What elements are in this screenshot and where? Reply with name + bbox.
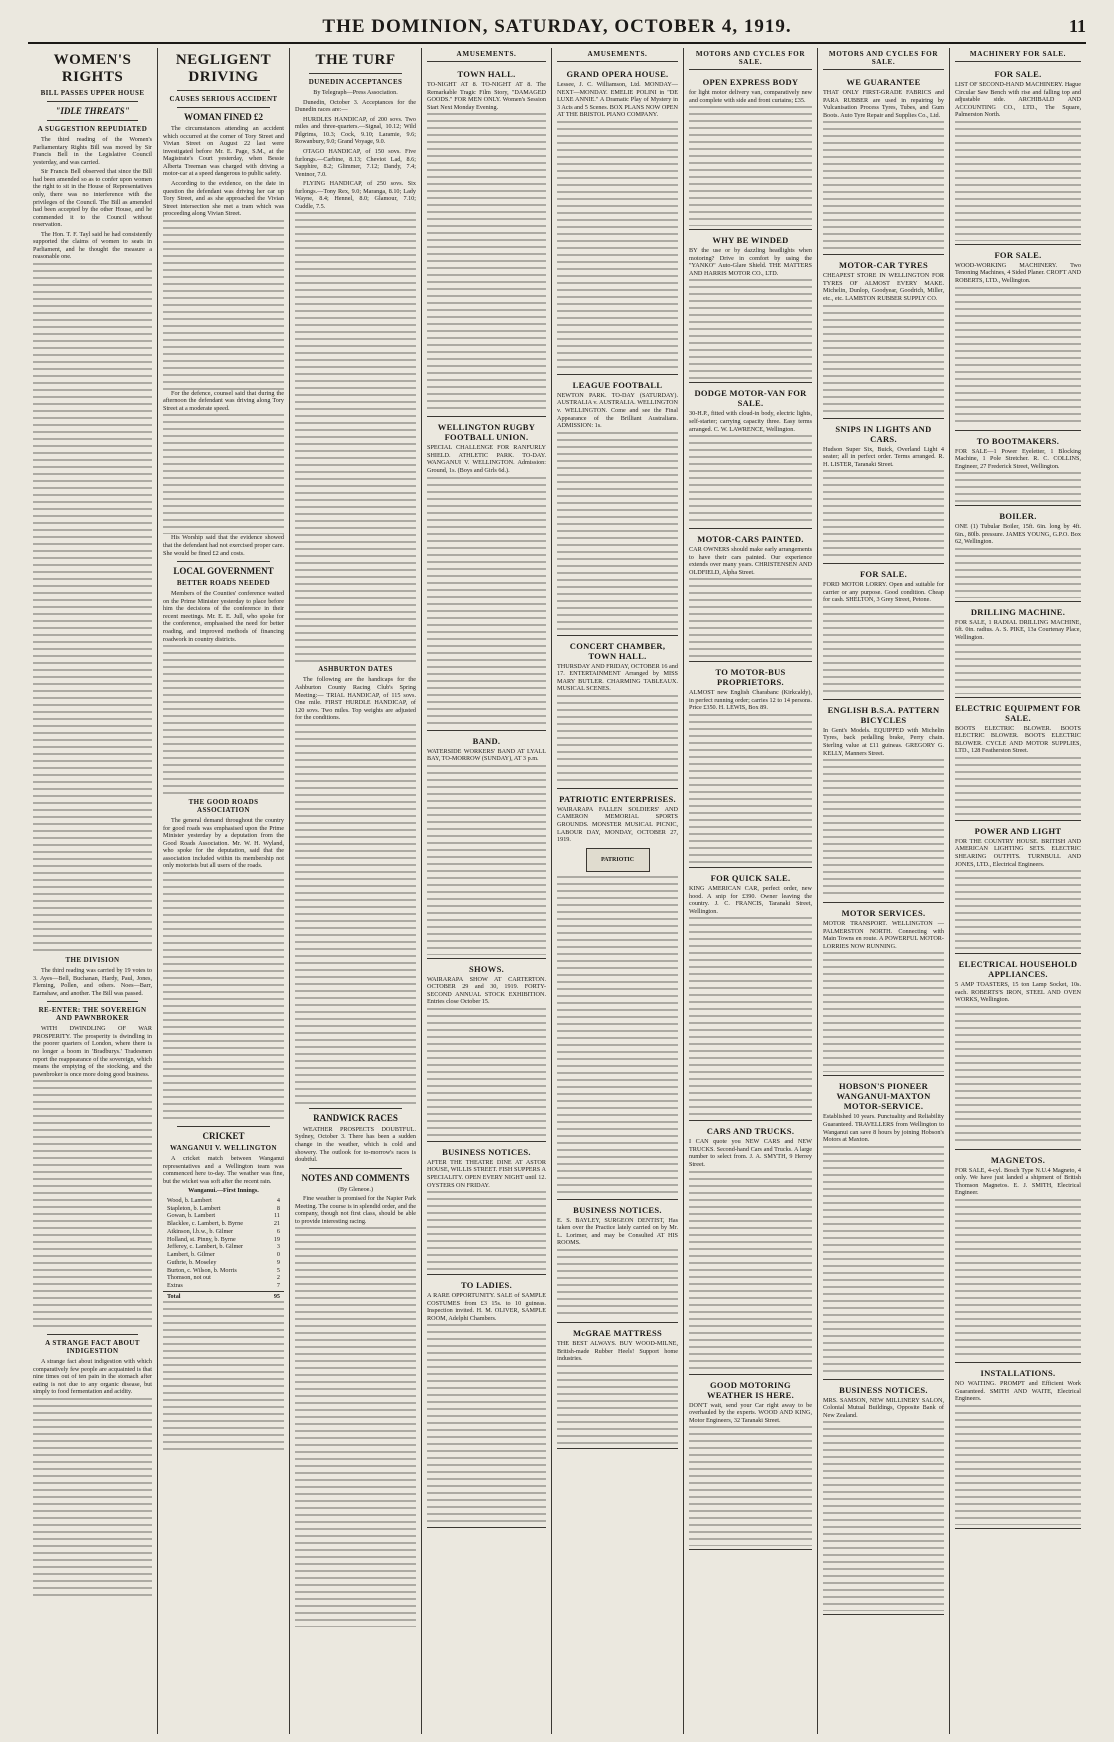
divider (47, 120, 138, 121)
ad-heading: SNIPS IN LIGHTS AND CARS. (835, 423, 932, 444)
divider (309, 73, 402, 74)
batsman-entry: Blacklee, c. Lambert, b. Byrne (167, 1220, 243, 1228)
advertisement (823, 73, 944, 255)
ad-text: FOR SALE, 1 RADIAL DRILLING MACHINE, 6ft. 0in. radius. A. S. PIKE, 13a Courtenay Place, Wellington. (955, 618, 1081, 641)
article-paragraph: His Worship said that the evidence showed that the defendant had not exercised proper care. She would be fined £2 and costs. (163, 534, 284, 557)
ad-text: 30-H.P., fitted with cloud-in body, electric lights, self-starter; carrying capacity three. Easy terms arranged. C. W. LAWRENCE, Wellington. (689, 410, 812, 433)
ad-heading: INSTALLATIONS. (980, 1368, 1056, 1378)
advertisement (955, 603, 1081, 698)
batsman-entry: Gowan, b. Lambert (167, 1212, 216, 1220)
batsman-entry: Extras (167, 1282, 183, 1290)
advertisement (955, 822, 1081, 954)
batsman-entry: Jefferey, c. Lambert, b. Gilmer (167, 1243, 244, 1251)
section-head: A STRANGE FACT ABOUT INDIGESTION (45, 1339, 140, 1356)
ad-heading: McGRAE MATTRESS (572, 1327, 663, 1338)
ad-text-continuation (955, 472, 1081, 502)
advertisement (689, 73, 812, 230)
runs-value: 6 (276, 1227, 280, 1235)
column-amusements-1 (422, 48, 552, 1734)
byline: (By Gleneoe.) (337, 1185, 374, 1193)
article-text-continuation (33, 263, 152, 953)
divider (177, 90, 270, 91)
deck: A SUGGESTION REPUDIATED (37, 125, 148, 133)
ad-heading: TO MOTOR-BUS PROPRIETORS. (715, 667, 786, 688)
batsman-entry: Burton, c. Wilson, b. Morris (167, 1266, 237, 1274)
article-paragraph: WITH DWINDLING OF WAR PROSPERITY. The prosperity is dwindling in the poorer quarters of London, where there is no longer a boom in 'Bradburys.' Tradesmen report the reappearance of the sovereign, which means the emptying of the stocking, and the pawnbroker is once more doing good business. (33, 1025, 152, 1078)
advertisement (557, 1201, 678, 1323)
ad-text: E. S. BAYLEY, SURGEON DENTIST, Has taken over the Practice lately carried on by Mr. L. Lorimer, and may be Consulted AT HIS ROOMS. (557, 1216, 678, 1247)
ad-heading: CARS AND TRUCKS. (706, 1126, 795, 1137)
batsman-entry: Wood, b. Lambert (167, 1196, 212, 1204)
article-paragraph: A cricket match between Wanganui representatives and a Wellington team was commenced here to-day. The weather was fine, but the wicket was soft after the recent rain. (163, 1155, 284, 1185)
ad-text: FOR SALE—1 Power Eyeletter, 1 Blocking Machine, 1 Pole Stretcher. R. C. COLLINS, Engineer, 27 Frederick Street, Wellington. (955, 447, 1081, 470)
advertisement (689, 384, 812, 529)
section-banner: MOTORS AND CYCLES FOR SALE. (689, 48, 812, 70)
ad-heading: PATRIOTIC ENTERPRISES. (559, 793, 676, 804)
article-paragraph: OTAGO HANDICAP, of 150 sovs. Five furlongs.—Carbine, 8.13; Cheviot Lad, 8.6; Sapphire, 8.2; Glimmer, 7.12; Dandy, 7.4; Ventnor, 7.0. (295, 147, 416, 178)
ad-text: SPECIAL CHALLENGE FOR RANFURLY SHIELD. ATHLETIC PARK. TO-DAY. WANGANUI V. WELLINGTON. Admission: Ground, 1s. (Boys and Girls 6d.). (427, 444, 546, 474)
ad-text-continuation (427, 1324, 546, 1524)
cricket-scorecard (163, 1197, 284, 1290)
article-text-continuation (33, 1398, 152, 1598)
batsman-entry: Lambert, b. Gilmer (167, 1251, 215, 1259)
runs-value: 9 (276, 1258, 280, 1266)
column-motors-1 (684, 48, 818, 1734)
runs-value: 11 (274, 1212, 280, 1220)
ad-text-continuation (823, 305, 944, 415)
headline: NEGLIGENT DRIVING (175, 52, 272, 85)
advertisement (427, 960, 546, 1142)
ad-text-continuation (955, 870, 1081, 950)
ad-heading: BUSINESS NOTICES. (573, 1204, 662, 1215)
ad-text: BOOTS ELECTRIC BLOWER. BOOTS ELECTRIC BLOWER. BOOTS ELECTRIC BLOWER. CYCLE AND MOTOR SUPPLIES, LTD., 128 Featherston Street. (955, 724, 1081, 755)
page-columns (28, 48, 1086, 1734)
advertisement (823, 420, 944, 565)
ad-text-continuation (823, 1146, 944, 1376)
article-text-continuation (295, 1227, 416, 1627)
advertisement (689, 663, 812, 868)
advertisement (557, 65, 678, 375)
column-womens-rights (28, 48, 158, 1734)
scorecard-row (163, 1197, 284, 1205)
ad-text-continuation (427, 1191, 546, 1271)
ad-text-continuation (689, 578, 812, 658)
article-text-continuation (163, 872, 284, 1122)
article-text-continuation (163, 1301, 284, 1451)
decorative-emblem: PATRIOTIC (586, 848, 650, 872)
advertisement (955, 507, 1081, 602)
runs-value: 3 (276, 1243, 280, 1251)
ad-text: WOOD-WORKING MACHINERY. Two Tenoning Machines, 4 Sided Planer. CROFT AND ROBERTS, LTD., Wellington. (955, 261, 1081, 284)
divider (177, 1126, 270, 1127)
headline: WOMEN'S RIGHTS (53, 52, 132, 85)
ad-heading: MOTOR SERVICES. (841, 908, 926, 919)
article-paragraph: The third reading of the Women's Parliamentary Rights Bill was moved by Sir Francis Bell in the Legislative Council yesterday, and was carried. (33, 136, 152, 166)
advertisement (955, 1151, 1081, 1363)
batsman-entry: Thomson, not out (167, 1274, 211, 1282)
article-paragraph: Sir Francis Bell observed that since the Bill had been amended so as to confer upon women the right to sit in the House of Representatives only, there was no interference with the privileges of the Council. The Bill as amended had been accepted by the other House, and he commended it to the Council without reservation. (33, 168, 152, 229)
column-the-turf (290, 48, 422, 1734)
ad-text-continuation (823, 470, 944, 560)
ad-text: MOTOR TRANSPORT. WELLINGTON — PALMERSTON NORTH. Connecting with Main Towns en route. A POWERFUL MOTOR-LORRIES NOW RUNNING. (823, 920, 944, 950)
byline: By Telegraph—Press Association. (313, 89, 398, 96)
divider (309, 1108, 402, 1109)
ad-text-continuation (823, 952, 944, 1072)
ad-text-continuation (689, 435, 812, 525)
article-paragraph: The Hon. T. F. Tayl said he had consistently supported the claims of women to seats in Parliament, and he thought the measure a reasonable one. (33, 230, 152, 261)
divider (177, 107, 270, 108)
ad-text-continuation (955, 644, 1081, 694)
article-text-continuation (163, 645, 284, 795)
article-text-continuation (33, 1080, 152, 1330)
runs-value: 0 (276, 1251, 280, 1259)
batsman-entry: Atkinson, l.b.w., b. Gilmer (167, 1227, 234, 1235)
ad-text: TO-NIGHT AT 8. TO-NIGHT AT 8. The Remarkable Tragic Film Story, "DAMAGED GOODS." FOR MEN ONLY. Women's Session Start Next Monday Evening. (427, 81, 546, 111)
advertisement (955, 65, 1081, 245)
ad-heading: BAND. (472, 735, 501, 746)
ad-text: KING AMERICAN CAR, perfect order, new hood. A snip for £390. Owner leaving the country. J. C. FRANCIS, Taranaki Street, Wellington. (689, 885, 812, 915)
divider (309, 1168, 402, 1169)
ad-text-continuation (823, 759, 944, 899)
ad-text: I CAN quote you NEW CARS and NEW TRUCKS. Second-hand Cars and Trucks. A large number to select from. J. A. SMYTH, 9 Herrey Street. (689, 1138, 812, 1168)
section-banner: MACHINERY FOR SALE. (955, 48, 1081, 62)
divider (47, 1001, 138, 1002)
advertisement (557, 376, 678, 636)
batsman-entry: Holland, st. Pinny, b. Byrne (167, 1235, 236, 1243)
ad-text: FOR SALE, 4-cyl. Bosch Type N.U.4 Magneto, 4 only. We have just landed a shipment of British Thomson Magnetos. E. J. SMITH, Electrical Engineer. (955, 1166, 1081, 1197)
article-paragraph: The following are the handicaps for the Ashburton County Racing Club's Spring Meeting:— TRIAL HANDICAP, of 115 sovs. One mile. FIRST HURDLE HANDICAP, of 120 sovs. Two miles. Top weights are adjusted for the conditions. (295, 676, 416, 722)
ad-heading: TO LADIES. (460, 1280, 513, 1291)
ad-text-continuation (557, 121, 678, 371)
ad-text: CHEAPEST STORE IN WELLINGTON FOR TYRES OF ALMOST EVERY MAKE. Michelin, Dunlop, Goodyear, Goodrich, Miller, etc., etc. LAMBTON RUBBER SUPPLY CO. (823, 272, 944, 302)
ad-text-continuation (557, 432, 678, 632)
ad-text: MRS. SAMSON, NEW MILLINERY SALON, Colonial Mutual Buildings, Opposite Bank of New Zealand. (823, 1396, 944, 1419)
advertisement (557, 637, 678, 789)
ad-heading: WELLINGTON RUGBY FOOTBALL UNION. (437, 422, 536, 443)
advertisement (427, 418, 546, 730)
total-value: 95 (273, 1292, 280, 1300)
ad-text-continuation (955, 287, 1081, 427)
ad-heading: CONCERT CHAMBER, TOWN HALL. (569, 640, 666, 661)
deck: WOMAN FINED £2 (184, 112, 263, 122)
advertisement (823, 904, 944, 1076)
ad-text: 5 AMP TOASTERS, 15 ton Lamp Socket, 10s. each. ROBERTS'S IRON, STEEL AND OVEN WORKS, Wellington. (955, 981, 1081, 1004)
ad-text: ALMOST new English Charabanc (Kirkcaldy), in perfect running order; carries 12 to 14 persons. Price £350. H. LEWIS, Box 89. (689, 689, 812, 712)
ad-heading: OPEN EXPRESS BODY (702, 77, 799, 87)
ad-heading: DODGE MOTOR-VAN FOR SALE. (694, 388, 807, 409)
advertisement (427, 1276, 546, 1528)
ad-text: Established 10 years. Punctuality and Reliability Guaranteed. TRAVELLERS from Wellington to Wanganui can save 8 hours by joining Hobson's Motors at Maxton. (823, 1113, 944, 1144)
ad-text: THE BEST ALWAYS. BUY WOOD-MILNE, British-made Rubber Heels! Support home industries. (557, 1339, 678, 1363)
pull-quote: "IDLE THREATS" (55, 106, 130, 116)
scorecard-row (163, 1220, 284, 1228)
ad-text: DON'T wait, send your Car right away to be overhauled by the experts. WOOD AND KING, Motor Engineers, 32 Taranaki Street. (689, 1401, 812, 1424)
advertisement (427, 65, 546, 417)
batsman-entry: Stapleton, b. Lambert (167, 1204, 221, 1212)
ad-text-continuation (689, 1171, 812, 1371)
section-banner: MOTORS AND CYCLES FOR SALE. (823, 48, 944, 70)
scorecard-row (163, 1212, 284, 1220)
article-paragraph: A strange fact about indigestion with which comparatively few people are acquainted is that nine times out of ten pain in the stomach after eating is not due to any organic disease, but simply to food fermentation and acidity. (33, 1358, 152, 1396)
ad-text: THURSDAY AND FRIDAY, OCTOBER 16 and 17. ENTERTAINMENT Arranged by MISS MARY BUTLER. CHARMING TABLEAUX. MUSICAL SCENES. (557, 662, 678, 693)
ad-text: AFTER THE THEATRE DINE AT ASTOR HOUSE, WILLIS STREET. FISH SUPPERS A SPECIALITY. OPEN EVERY NIGHT until 12. OYSTERS ON FRIDAY. (427, 1158, 546, 1189)
advertisement (955, 955, 1081, 1150)
advertisement (823, 1077, 944, 1379)
article-paragraph: Dunedin, October 3. Acceptances for the Dunedin races are:— (295, 98, 416, 114)
ad-text-continuation (557, 695, 678, 785)
article-paragraph: According to the evidence, on the date in question the defendant was driving her car up Tory Street, and as she approached the Vivian Street intersection she met a tram which was proceeding along Vivian Street. (163, 179, 284, 218)
ad-text-continuation (955, 548, 1081, 598)
ad-text: WATERSIDE WORKERS' BAND AT LYALL BAY, TO-MORROW (SUNDAY), AT 3 p.m. (427, 747, 546, 763)
column-amusements-2 (552, 48, 684, 1734)
column-negligent-driving (158, 48, 290, 1734)
article-paragraph: The circumstances attending an accident which occurred at the corner of Tory Street and Vivian Street on August 22 last were investigated before Mr. E. Page, S.M., at the Magistrate's Court yesterday, when Bessie Alberta Treeman was charged with driving a motor-car at a speed dangerous to public safety. (163, 125, 284, 178)
ad-text-continuation (823, 1421, 944, 1611)
ad-heading: ELECTRICAL HOUSEHOLD APPLIANCES. (958, 959, 1078, 980)
ad-text-continuation (955, 757, 1081, 817)
advertisement (557, 1324, 678, 1449)
scorecard-row (163, 1243, 284, 1251)
scorecard-row (163, 1274, 284, 1282)
section-head: ASHBURTON DATES (318, 665, 393, 674)
runs-value: 8 (276, 1204, 280, 1212)
deck: BETTER ROADS NEEDED (176, 579, 271, 588)
divider (47, 101, 138, 102)
article-paragraph: FLYING HANDICAP, of 250 sovs. Six furlongs.—Tony Rex, 9.0; Maranga, 8.10; Lady Wayne, 8.4; Hennel, 8.0; Glamour, 7.10; Cuddle, 7.5. (295, 180, 416, 210)
ad-text: Lessee, J. C. Williamson, Ltd. MONDAY—NEXT—MONDAY. EMELIE POLINI in "DE LUXE ANNIE." A Dramatic Play of Mystery in 3 Acts and 5 Scenes. BOX PLANS NOW OPEN AT THE BRISTOL PIANO COMPANY. (557, 81, 678, 119)
divider (177, 561, 270, 562)
advertisement (955, 1364, 1081, 1529)
runs-value: 21 (273, 1220, 280, 1228)
ad-text-continuation (955, 1405, 1081, 1525)
section-head: THE GOOD ROADS ASSOCIATION (188, 798, 259, 815)
ad-text: WAIRARAPA SHOW AT CARTERTON. OCTOBER 29 and 30, 1919. FORTY-SECOND ANNUAL STOCK EXHIBITION. Entries close October 15. (427, 975, 546, 1006)
ad-heading: BOILER. (999, 511, 1037, 522)
ad-heading: SHOWS. (468, 963, 505, 974)
ad-text-continuation (689, 106, 812, 226)
ad-heading: BUSINESS NOTICES. (839, 1384, 928, 1395)
divider (47, 1334, 138, 1335)
scorecard-row (163, 1205, 284, 1213)
ad-heading: MAGNETOS. (990, 1154, 1046, 1165)
ad-text-continuation (689, 917, 812, 1117)
headline: THE TURF (315, 52, 396, 68)
ad-text-continuation (955, 121, 1081, 241)
ad-text-continuation (823, 606, 944, 696)
ad-text-continuation (427, 765, 546, 955)
runs-value: 5 (276, 1266, 280, 1274)
ad-text-continuation (689, 279, 812, 379)
runs-value: 4 (276, 1196, 280, 1204)
ad-heading: FOR QUICK SALE. (710, 873, 791, 883)
subheadline: CAUSES SERIOUS ACCIDENT (169, 95, 278, 103)
runs-value: 19 (273, 1235, 280, 1243)
article-paragraph: HURDLES HANDICAP, of 200 sovs. Two miles and three-quarters.—Signal, 10.12; Wild Pilgrims, 10.3; Cock, 9.10; Laramie, 9.6; Rowanbury, 9.0; Grand Voyage, 9.0. (295, 115, 416, 146)
total-label: Total (167, 1292, 181, 1300)
runs-value: 7 (276, 1282, 280, 1290)
section-head: LOCAL GOVERNMENT (173, 566, 274, 577)
ad-heading: TOWN HALL. (457, 69, 516, 79)
scorecard-row (163, 1259, 284, 1267)
ad-heading: WE GUARANTEE (846, 77, 921, 87)
ad-text: A RARE OPPORTUNITY. SALE of SAMPLE COSTUMES from £3 15s. to 10 guineas. Inspection invited. H. M. OLIVER, SAMPLE ROOM, Adelphi Chambers. (427, 1292, 546, 1322)
article-paragraph: For the defence, counsel said that during the afternoon the defendant was driving along Tory Street at a moderate speed. (163, 389, 284, 412)
ad-heading: HOBSON'S PIONEER WANGANUI-MAXTON MOTOR-SERVICE. (836, 1081, 931, 1112)
article-text-continuation (295, 724, 416, 1104)
ad-heading: ELECTRIC EQUIPMENT FOR SALE. (955, 702, 1081, 723)
advertisement (823, 565, 944, 700)
advertisement (823, 1381, 944, 1616)
section-head: DUNEDIN ACCEPTANCES (308, 78, 403, 86)
article-text-continuation (295, 212, 416, 662)
section-head: RE-ENTER: THE SOVEREIGN AND PAWNBROKER (38, 1006, 147, 1023)
advertisement (955, 432, 1081, 507)
advertisement (955, 699, 1081, 821)
advertisement (557, 790, 678, 1200)
advertisement (823, 256, 944, 418)
batsman-entry: Guthrie, b. Moseley (167, 1258, 217, 1266)
scorecard-row (163, 1267, 284, 1275)
ad-text: THAT ONLY FIRST-GRADE FABRICS and PARA RUBBER are used in repairing by Vulcanisation Process Tyres, Tubes, and Gum Boots. Auto Tyre Repair and Supplies Co., Ltd. (823, 89, 944, 119)
ad-text: FOR THE COUNTRY HOUSE. BRITISH AND AMERICAN LIGHTING SETS. ELECTRIC SHEARING OUTFITS. TURNBULL AND JONES, LTD., Electrical Engineers. (955, 837, 1081, 868)
ad-heading: WHY BE WINDED (712, 235, 789, 246)
ad-heading: GOOD MOTORING WEATHER IS HERE. (706, 1379, 795, 1400)
section-head: NOTES AND COMMENTS (301, 1172, 410, 1183)
section-banner: AMUSEMENTS. (427, 48, 546, 62)
advertisement (955, 246, 1081, 431)
ad-text: BY the use or by dazzling headlights when motoring? Drive in comfort by using the "YANKO" Auto-Glare Shield. THE MATTERS AND HARRIS MOTOR CO., LTD. (689, 247, 812, 277)
advertisement (427, 732, 546, 959)
ad-text: LIST OF SECOND-HAND MACHINERY. Hague Circular Saw Bench with rise and falling top and adjustable side. ARCHIBALD AND ACCOUNTING CO., LTD., The Square, Palmerston North. (955, 81, 1081, 119)
ad-heading: POWER AND LIGHT (974, 825, 1062, 836)
ad-heading: DRILLING MACHINE. (970, 606, 1066, 617)
ad-text-continuation (823, 121, 944, 251)
scorecard-row (163, 1228, 284, 1236)
subheadline: BILL PASSES UPPER HOUSE (40, 89, 145, 97)
ad-text-continuation (955, 1006, 1081, 1146)
newspaper-title: THE DOMINION, SATURDAY, OCTOBER 4, 1919. (322, 16, 792, 37)
ad-text: NO WAITING. PROMPT and Efficient Work Guaranteed. SMITH AND WAITE, Electrical Engineers. (955, 1380, 1081, 1403)
page-number: 11 (1068, 16, 1086, 36)
advertisement (689, 530, 812, 662)
section-banner: AMUSEMENTS. (557, 48, 678, 62)
ad-heading: MOTOR-CAR TYRES (839, 260, 928, 271)
ad-text: NEWTON PARK. TO-DAY (SATURDAY). AUSTRALIA v. AUSTRALIA. WELLINGTON v. WELLINGTON. Come and see the Final Appearance of the Brilliant Australians. ADMISSION: 1s. (557, 391, 678, 430)
ad-text-continuation (427, 113, 546, 413)
ad-heading: FOR SALE. (859, 569, 908, 580)
ad-heading: ENGLISH B.S.A. PATTERN BICYCLES (827, 704, 940, 725)
ad-heading: TO BOOTMAKERS. (976, 435, 1060, 446)
ad-text-continuation (557, 876, 678, 1196)
ad-text: Hudson Super Six, Buick, Overland Light 4 seater; all in perfect order. Terms arranged. R. H. LISTER, Taranaki Street. (823, 445, 944, 468)
scorecard-title: Wanganui.—First Innings. (188, 1187, 259, 1195)
ad-text: CAR OWNERS should make early arrangements to have their cars painted. Our experience extends over many years. CHRISTENSEN AND OLDFIELD, Alpha Street. (689, 546, 812, 576)
advertisement (823, 701, 944, 903)
ad-text-continuation (689, 714, 812, 864)
advertisement (689, 1122, 812, 1374)
ad-heading: LEAGUE FOOTBALL (572, 379, 663, 390)
ad-heading: GRAND OPERA HOUSE. (566, 69, 669, 79)
ad-heading: FOR SALE. (994, 249, 1042, 260)
advertisement (689, 231, 812, 383)
advertisement (689, 869, 812, 1121)
column-motors-2 (818, 48, 950, 1734)
scorecard-row (163, 1251, 284, 1259)
runs-value: 2 (276, 1274, 280, 1282)
advertisement (689, 1376, 812, 1551)
section-head: RANDWICK RACES (313, 1112, 398, 1123)
ad-heading: MOTOR-CARS PAINTED. (697, 534, 804, 545)
ad-heading: FOR SALE. (994, 69, 1042, 79)
article-paragraph: WEATHER PROSPECTS DOUBTFUL. Sydney, October 3. There has been a sudden change in the weather, which is cold and showery. The outlook for to-morrow's races is doubtful. (295, 1125, 416, 1164)
ad-text-continuation (955, 1199, 1081, 1359)
ad-text-continuation (557, 1249, 678, 1319)
article-text-continuation (163, 220, 284, 390)
article-text-continuation (163, 414, 284, 534)
article-paragraph: Fine weather is promised for the Napier Park Meeting. The course is in splendid order, and the company, though not first class, should be able to provide interesting racing. (295, 1195, 416, 1225)
section-head: CRICKET (202, 1131, 245, 1141)
advertisement (427, 1143, 546, 1275)
ad-text-continuation (427, 1008, 546, 1138)
column-machinery (950, 48, 1086, 1734)
ad-text: In Gent's Models. EQUIPPED with Michelin Tyres, back pedalling brake, Perry chain. Sterling value at £11 guineas. GREGORY G. KELLY, Manners Street. (823, 726, 944, 757)
scorecard-total-row (163, 1291, 284, 1301)
ad-text: FORD MOTOR LORRY. Open and suitable for carrier or any purpose. Good condition. Cheap for cash. SHELTON, 3 Grey Street, Petone. (823, 581, 944, 604)
article-paragraph: Members of the Counties' conference waited on the Prime Minister yesterday to place before him the decisions of the conference in their recent meetings. Mr. E. E. Jull, who spoke for the conference, emphasised the need for better roading, and improved methods of financing roadwork in country districts. (163, 590, 284, 643)
ad-heading: BUSINESS NOTICES. (442, 1146, 531, 1157)
ad-text: WAIRARAPA FALLEN SOLDIERS' AND CAMERON MEMORIAL SPORTS GROUNDS. MONSTER MUSICAL PICNIC, LABOUR DAY, MONDAY, OCTOBER 27, 1919. (557, 805, 678, 844)
section-head: THE DIVISION (65, 956, 120, 964)
scorecard-row (163, 1282, 284, 1290)
masthead (28, 14, 1086, 44)
ad-text: ONE (1) Tubular Boiler, 15ft. 6in. long by 4ft. 6in., 80lb. pressure. JAMES YOUNG, G.P.O. Box 62, Wellington. (955, 523, 1081, 546)
article-paragraph: The general demand throughout the country for good roads was emphasised upon the Prime Minister yesterday by a deputation from the Good Roads Association. Mr. W. H. Wyland, who spoke for the deputation, said that the association included within its membership not only motorists but all users of the roads. (163, 817, 284, 870)
article-paragraph: The third reading was carried by 19 votes to 3. Ayes—Bell, Buchanan, Hardy, Paul, Jones, Fleming, Pollen, and others. Noes—Barr, Earnshaw, and another. The Bill was passed. (33, 967, 152, 997)
ad-text-continuation (689, 1426, 812, 1546)
ad-text: for light motor delivery van, comparatively new and complete with side and front curtains; £35. (689, 89, 812, 104)
scorecard-row (163, 1236, 284, 1244)
ad-text-continuation (557, 1365, 678, 1445)
deck: WANGANUI V. WELLINGTON (170, 1144, 277, 1152)
ad-text-continuation (427, 477, 546, 727)
